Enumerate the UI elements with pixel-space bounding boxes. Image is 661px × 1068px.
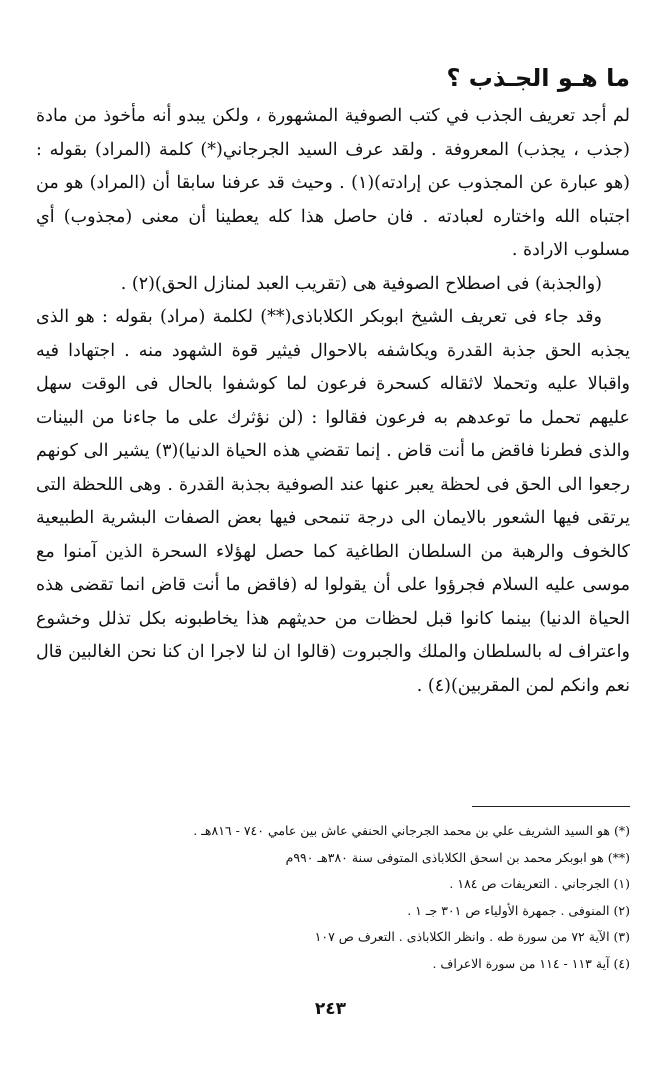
footnote: (**) هو ابوبكر محمد بن اسحق الكلاباذى المتوفى سنة ٣٨٠هـ ٩٩٠م: [285, 849, 630, 865]
footnote-divider: [472, 806, 630, 807]
footnote: (٤) آية ١١٣ - ١١٤ من سورة الاعراف .: [432, 955, 630, 971]
body-text: [36, 100, 630, 703]
paragraph: وقد جاء فى تعريف الشيخ ابوبكر الكلاباذى(**) لكلمة (مراد) بقوله : هو الذى يجذبه الحق جذبة القدرة ويكاشفه بالاحوال فيثير قوة الشهود منه . اجتهادا فيه واقبالا عليه وتحملا لاثقاله كسحرة فرعون لما كوشفوا بالحال فى الوقت سهل عليهم تحمل ما توعدهم به فرعون فقالوا : (لن نؤثرك على ما جاءنا من البينات والذى فطرنا فاقض ما أنت قاض . إنما تقضي هذه الحياة الدنيا)(٣) يشير الى كونهم رجعوا الى الحق فى لحظة يعبر عنها عند الصوفية بجذبة القدرة . وهى اللحظة التى يرتقى فيها الشعور بالايمان الى درجة تنمحى فيها بعض الصفات البشرية الطبيعية كالخوف والرهبة من السلطان الطاغية كما حصل لهؤلاء السحرة الذين آمنوا مع موسى عليه السلام فجرؤوا على أن يقولوا له (فاقض ما أنت قاض انما تقضى هذه الحياة الدنيا) بينما كانوا قبل لحظات من حديثهم هذا يخاطبونه بكل تذلل وخشوع واعتراف له بالسلطان والملك والجبروت (قالوا ان لنا لاجرا ان كنا نحن الغالبين قال نعم وانكم لمن المقربين)(٤) .: [36, 307, 630, 696]
paragraph: (والجذبة) فى اصطلاح الصوفية هى (تقريب العبد لمنازل الحق)(٢) .: [120, 273, 602, 294]
footnotes: [50, 818, 630, 977]
page-content: [36, 58, 630, 703]
footnote: (*) هو السيد الشريف علي بن محمد الجرجاني الحنفي عاش بين عامي ٧٤٠ - ٨١٦هـ .: [193, 823, 630, 838]
section-heading: ما هـو الجـذب ؟: [446, 64, 630, 92]
footnote: (٣) الآية ٧٢ من سورة طه . وانظر الكلاباذى . التعرف ص ١٠٧: [314, 929, 630, 944]
page-number: ٢٤٣: [314, 999, 347, 1019]
footnote: (٢) المنوفى . جمهرة الأولياء ص ٣٠١ جـ ١ .: [407, 902, 630, 918]
footnote: (١) الجرجاني . التعريفات ص ١٨٤ .: [449, 876, 630, 891]
paragraph: لم أجد تعريف الجذب في كتب الصوفية المشهورة ، ولكن يبدو أنه مأخوذ من مادة (جذب ، يجذب) المعروفة . ولقد عرف السيد الجرجاني(*) كلمة (المراد) بقوله : (هو عبارة عن المجذوب عن إرادته)(١) . وحيث قد عرفنا سابقا أن (المراد) هو من اجتباه الله واختاره لعبادته . فان حاصل هذا كله يعطينا أن معنى (مجذوب) أي مسلوب الارادة .: [36, 106, 630, 260]
